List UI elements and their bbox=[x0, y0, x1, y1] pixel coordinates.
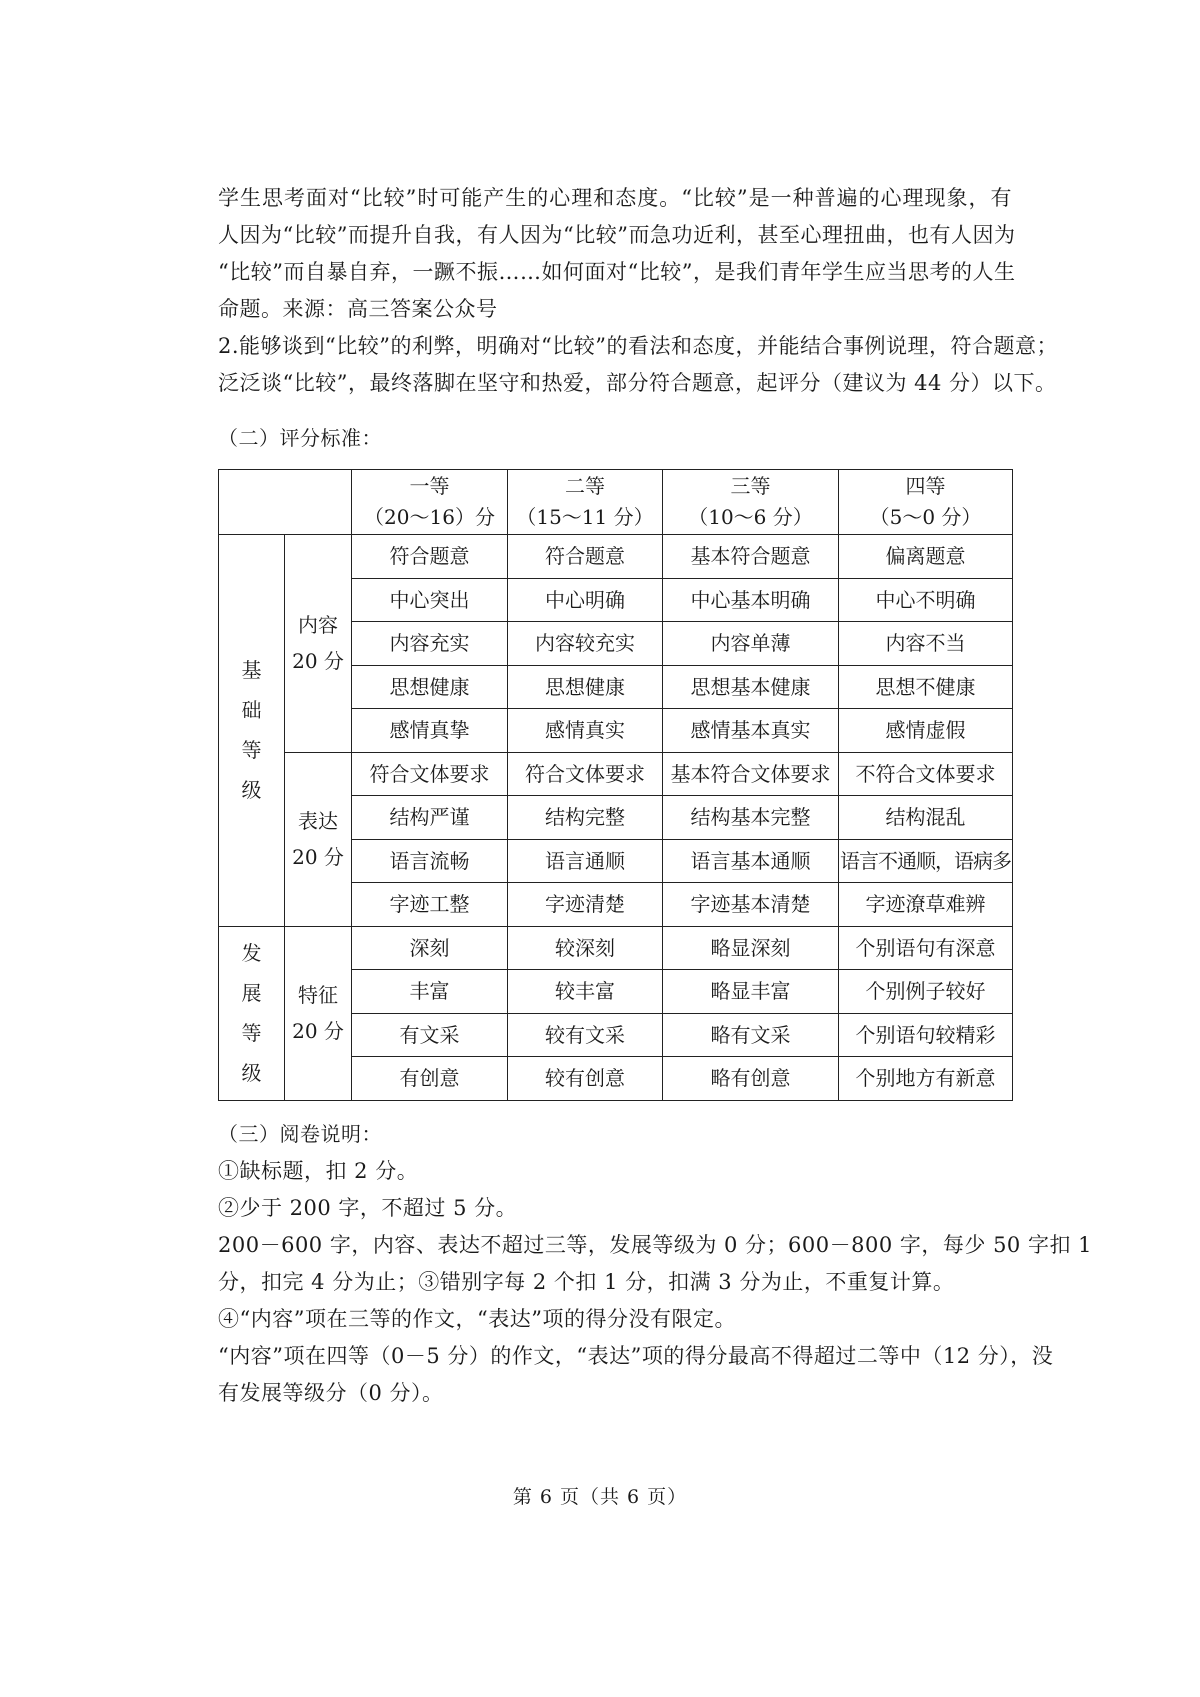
category-name: 表达 bbox=[298, 809, 338, 833]
table-cell: 偏离题意 bbox=[839, 535, 1013, 579]
level-char: 等 bbox=[241, 1021, 262, 1045]
table-cell: 符合文体要求 bbox=[352, 752, 508, 796]
table-cell: 中心突出 bbox=[352, 578, 508, 622]
level-char: 级 bbox=[241, 1061, 262, 1085]
table-cell: 语言基本通顺 bbox=[663, 839, 839, 883]
table-cell: 中心基本明确 bbox=[663, 578, 839, 622]
table-cell: 感情真挚 bbox=[352, 709, 508, 753]
level-basic bbox=[219, 535, 285, 927]
table-cell: 字迹潦草难辨 bbox=[839, 883, 1013, 927]
table-cell: 结构严谨 bbox=[352, 796, 508, 840]
table-cell: 思想基本健康 bbox=[663, 665, 839, 709]
table-cell: 丰富 bbox=[352, 970, 508, 1014]
header-score-range: （5～0 分） bbox=[869, 505, 982, 529]
table-cell: 语言流畅 bbox=[352, 839, 508, 883]
header-grade-4 bbox=[839, 470, 1013, 535]
table-row bbox=[219, 752, 1013, 796]
marking-note: 有发展等级分（0 分）。 bbox=[218, 1381, 444, 1405]
table-row bbox=[219, 535, 1013, 579]
table-cell: 语言通顺 bbox=[508, 839, 663, 883]
level-char: 发 bbox=[241, 941, 262, 965]
criterion-2-line: 2.能够谈到“比较”的利弊，明确对“比较”的看法和态度，并能结合事例说理，符合题意； bbox=[218, 334, 1058, 358]
table-cell: 个别例子较好 bbox=[839, 970, 1013, 1014]
table-cell: 中心不明确 bbox=[839, 578, 1013, 622]
table-cell: 略显丰富 bbox=[663, 970, 839, 1014]
category-name: 内容 bbox=[298, 613, 338, 638]
table-cell: 思想健康 bbox=[352, 665, 508, 709]
table-cell: 语言不通顺，语病多 bbox=[839, 839, 1013, 883]
category-features bbox=[285, 926, 352, 1100]
table-cell: 结构混乱 bbox=[839, 796, 1013, 840]
table-cell: 内容较充实 bbox=[508, 622, 663, 666]
table-cell: 思想健康 bbox=[508, 665, 663, 709]
section-title-scoring-standard: （二）评分标准： bbox=[218, 426, 382, 450]
category-name: 特征 bbox=[298, 983, 338, 1007]
intro-line: “比较”而自暴自弃，一蹶不振……如何面对“比较”，是我们青年学生应当思考的人生 bbox=[218, 260, 1016, 284]
level-char: 级 bbox=[241, 778, 262, 803]
marking-note: ②少于 200 字，不超过 5 分。 bbox=[218, 1196, 518, 1220]
table-row bbox=[219, 926, 1013, 970]
header-grade-2 bbox=[508, 470, 663, 535]
header-grade-label: 四等 bbox=[905, 474, 946, 498]
category-expression bbox=[285, 752, 352, 926]
table-cell: 有文采 bbox=[352, 1013, 508, 1057]
table-cell: 符合题意 bbox=[352, 535, 508, 579]
header-grade-label: 三等 bbox=[730, 474, 771, 498]
category-score: 20 分 bbox=[292, 1019, 344, 1043]
header-grade-label: 二等 bbox=[565, 474, 605, 498]
intro-line: 命题。来源：高三答案公众号 bbox=[218, 297, 498, 321]
table-cell: 基本符合文体要求 bbox=[663, 752, 839, 796]
table-cell: 字迹清楚 bbox=[508, 883, 663, 927]
table-cell: 个别地方有新意 bbox=[839, 1057, 1013, 1101]
category-content bbox=[285, 535, 352, 753]
table-cell: 字迹基本清楚 bbox=[663, 883, 839, 927]
level-char: 等 bbox=[241, 738, 262, 763]
table-cell: 符合题意 bbox=[508, 535, 663, 579]
marking-note: 200－600 字，内容、表达不超过三等，发展等级为 0 分；600－800 字，每少 50 字扣 1 bbox=[218, 1233, 1092, 1257]
marking-note: 分，扣完 4 分为止；③错别字每 2 个扣 1 分，扣满 3 分为止，不重复计算。 bbox=[218, 1270, 955, 1294]
table-cell: 结构完整 bbox=[508, 796, 663, 840]
marking-note: “内容”项在四等（0－5 分）的作文，“表达”项的得分最高不得超过二等中（12 分），没 bbox=[218, 1344, 1054, 1368]
table-header-row bbox=[219, 470, 1013, 535]
section-title-marking-notes: （三）阅卷说明： bbox=[218, 1122, 382, 1146]
table-cell: 感情真实 bbox=[508, 709, 663, 753]
level-development bbox=[219, 926, 285, 1100]
table-cell: 感情虚假 bbox=[839, 709, 1013, 753]
table-cell: 中心明确 bbox=[508, 578, 663, 622]
category-score: 20 分 bbox=[292, 845, 344, 869]
level-char: 展 bbox=[241, 981, 262, 1005]
table-cell: 符合文体要求 bbox=[508, 752, 663, 796]
table-cell: 较有创意 bbox=[508, 1057, 663, 1101]
level-char: 础 bbox=[241, 698, 262, 723]
marking-note: ①缺标题，扣 2 分。 bbox=[218, 1159, 419, 1183]
table-cell: 感情基本真实 bbox=[663, 709, 839, 753]
table-corner-cell bbox=[219, 470, 352, 535]
table-cell: 字迹工整 bbox=[352, 883, 508, 927]
header-score-range: （10～6 分） bbox=[688, 505, 813, 529]
header-score-range: （20～16）分 bbox=[364, 505, 495, 529]
table-cell: 个别语句有深意 bbox=[839, 926, 1013, 970]
marking-note: ④“内容”项在三等的作文，“表达”项的得分没有限定。 bbox=[218, 1307, 736, 1331]
header-grade-label: 一等 bbox=[409, 474, 450, 498]
intro-line: 学生思考面对“比较”时可能产生的心理和态度。“比较”是一种普遍的心理现象，有 bbox=[218, 186, 1012, 210]
grading-table bbox=[218, 469, 1013, 1101]
level-char: 基 bbox=[241, 658, 262, 683]
criterion-2-line: 泛泛谈“比较”，最终落脚在坚守和热爱，部分符合题意，起评分（建议为 44 分）以下。 bbox=[218, 371, 1057, 395]
header-grade-1 bbox=[352, 470, 508, 535]
table-cell: 较有文采 bbox=[508, 1013, 663, 1057]
intro-line: 人因为“比较”而提升自我，有人因为“比较”而急功近利，甚至心理扭曲，也有人因为 bbox=[218, 223, 1016, 247]
table-cell: 个别语句较精彩 bbox=[839, 1013, 1013, 1057]
table-cell: 深刻 bbox=[352, 926, 508, 970]
header-grade-3 bbox=[663, 470, 839, 535]
table-cell: 结构基本完整 bbox=[663, 796, 839, 840]
table-cell: 有创意 bbox=[352, 1057, 508, 1101]
table-cell: 思想不健康 bbox=[839, 665, 1013, 709]
table-cell: 内容充实 bbox=[352, 622, 508, 666]
table-cell: 较深刻 bbox=[508, 926, 663, 970]
table-cell: 不符合文体要求 bbox=[839, 752, 1013, 796]
table-cell: 略显深刻 bbox=[663, 926, 839, 970]
table-cell: 内容不当 bbox=[839, 622, 1013, 666]
category-score: 20 分 bbox=[292, 649, 344, 674]
table-cell: 基本符合题意 bbox=[663, 535, 839, 579]
table-cell: 较丰富 bbox=[508, 970, 663, 1014]
table-cell: 略有文采 bbox=[663, 1013, 839, 1057]
header-score-range: （15～11 分） bbox=[516, 505, 654, 529]
table-cell: 略有创意 bbox=[663, 1057, 839, 1101]
table-cell: 内容单薄 bbox=[663, 622, 839, 666]
page-number: 第 6 页（共 6 页） bbox=[512, 1486, 688, 1508]
